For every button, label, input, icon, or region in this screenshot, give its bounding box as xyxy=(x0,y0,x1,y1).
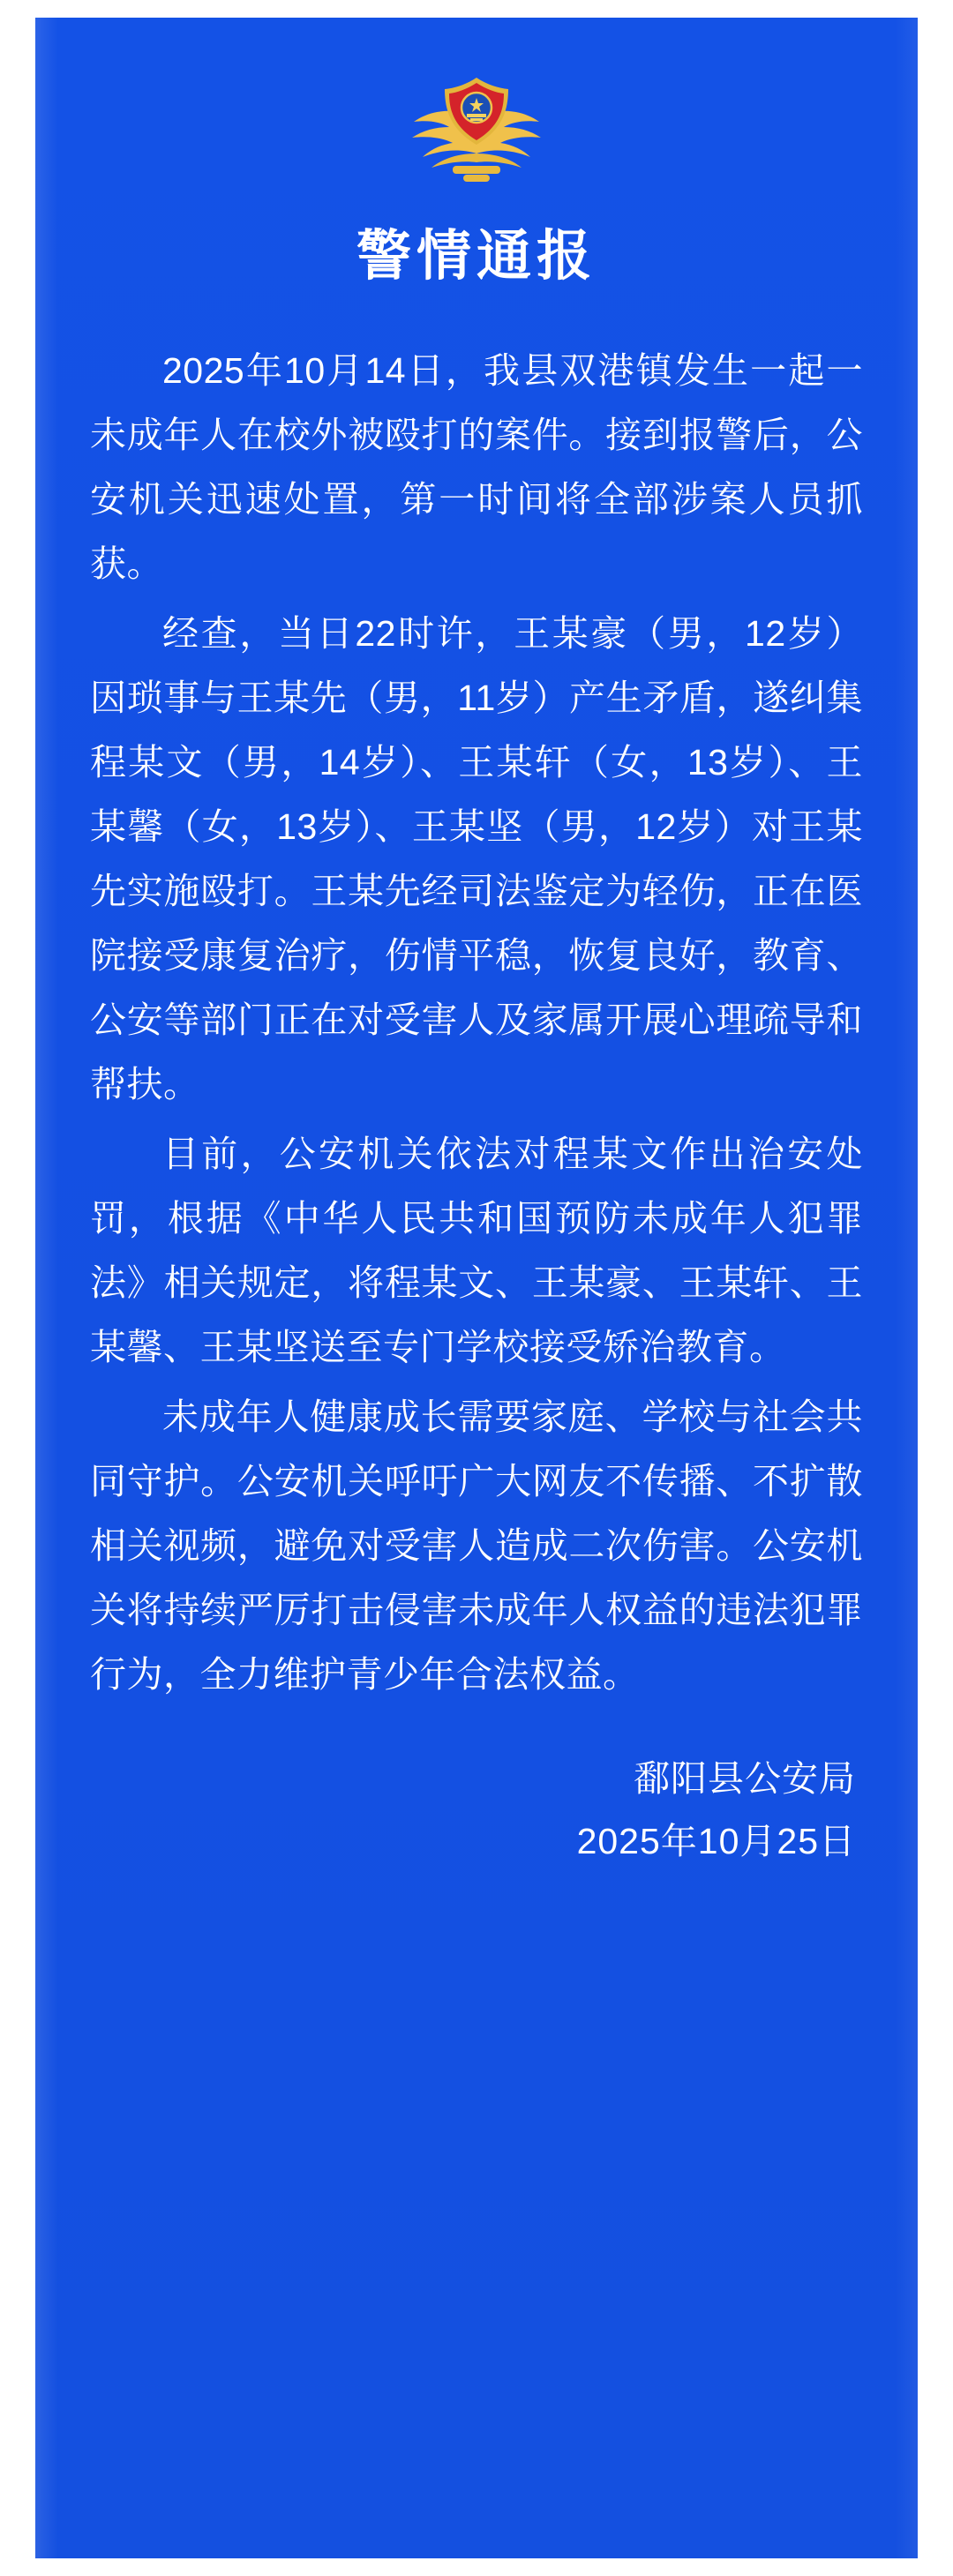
paragraph: 目前，公安机关依法对程某文作出治安处罚，根据《中华人民共和国预防未成年人犯罪法》相关规定，将程某文、王某豪、王某轩、王某馨、王某坚送至专门学校接受矫治教育。 xyxy=(90,1134,863,1367)
paragraph: 2025年10月14日，我县双港镇发生一起一未成年人在校外被殴打的案件。接到报警后，公安机关迅速处置，第一时间将全部涉案人员抓获。 xyxy=(90,350,863,585)
issue-date: 2025年10月25日 xyxy=(576,1821,856,1862)
notice-body xyxy=(90,339,863,1706)
emblem-container xyxy=(90,18,863,187)
paragraph: 未成年人健康成长需要家庭、学校与社会共同守护。公安机关呼吁广大网友不传播、不扩散相关视频，避免对受害人造成二次伤害。公安机关将持续严厉打击侵害未成年人权益的违法犯罪行为，全力维护青少年合法权益。 xyxy=(90,1396,863,1695)
issuing-organization: 鄱阳县公安局 xyxy=(634,1757,856,1799)
police-emblem-icon xyxy=(401,72,552,187)
police-notice-card xyxy=(35,18,918,2558)
paragraph: 经查，当日22时许，王某豪（男，12岁）因琐事与王某先（男，11岁）产生矛盾，遂纠集程某文（男，14岁）、王某轩（女，13岁）、王某馨（女，13岁）、王某坚（男，12岁）对王某先实施殴打。王某先经司法鉴定为轻伤，正在医院接受康复治疗，伤情平稳，恢复良好，教育、公安等部门正在对受害人及家属开展心理疏导和帮扶。 xyxy=(90,613,863,1105)
signature-block xyxy=(90,1748,863,1875)
page-title: 警情通报 xyxy=(356,226,597,287)
